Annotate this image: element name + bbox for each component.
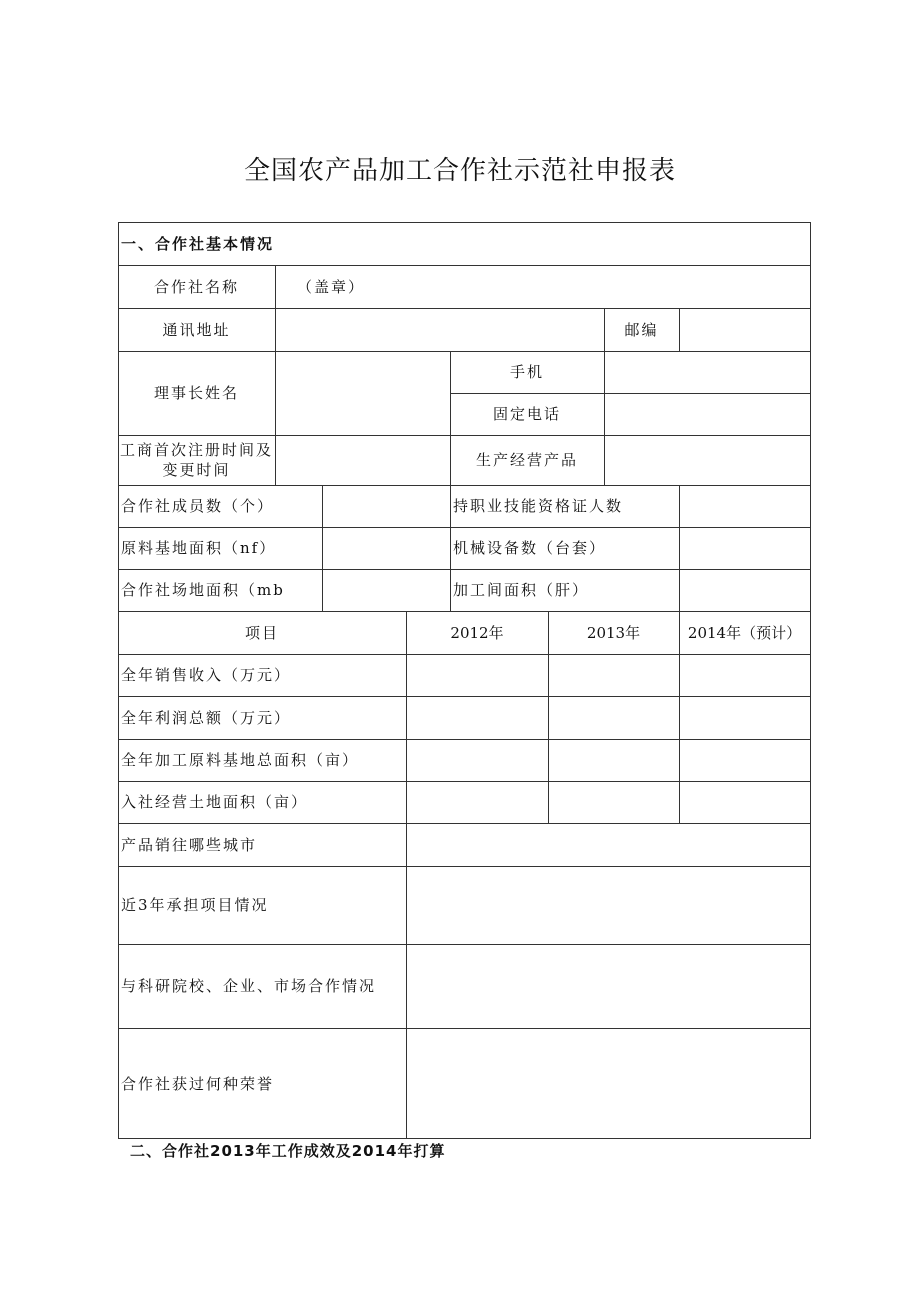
label-base-area: 原料基地面积（nf） — [121, 539, 277, 557]
page-title: 全国农产品加工合作社示范社申报表 — [243, 156, 676, 186]
section-1-heading: 一、合作社基本情况 — [121, 235, 275, 253]
workshop-area-field[interactable] — [679, 569, 810, 611]
label-address: 通讯地址 — [162, 320, 231, 339]
postcode-field[interactable] — [679, 308, 810, 351]
label-sales-cities: 产品销往哪些城市 — [121, 835, 258, 854]
label-chairman-name: 理事长姓名 — [153, 384, 239, 402]
recent-projects-field[interactable] — [406, 866, 810, 944]
section-2-heading: 二、合作社2013年工作成效及2014年打算 — [130, 1142, 446, 1160]
label-cooperation: 与科研院校、企业、市场合作情况 — [121, 977, 377, 995]
label-landline: 固定电话 — [492, 405, 561, 423]
address-field[interactable] — [275, 308, 604, 351]
header-2014-forecast: 2014年（预计） — [687, 623, 802, 642]
registration-line-1: 工商首次注册时间及 — [119, 441, 273, 459]
land-2014-field[interactable] — [679, 781, 810, 823]
land-2013-field[interactable] — [548, 781, 679, 823]
label-honors: 合作社获过何种荣誉 — [121, 1074, 275, 1093]
label-mobile: 手机 — [509, 363, 544, 381]
mobile-field[interactable] — [604, 351, 810, 393]
header-item: 项目 — [244, 623, 279, 642]
honors-field[interactable] — [406, 1028, 810, 1139]
registration-line-2: 变更时间 — [162, 461, 231, 479]
landline-field[interactable] — [604, 393, 810, 435]
cooperation-field[interactable] — [406, 944, 810, 1028]
row-label-processing-base: 全年加工原料基地总面积（亩） — [121, 751, 360, 769]
row-label-land-area: 入社经营土地面积（亩） — [121, 793, 309, 811]
label-products: 生产经营产品 — [475, 451, 578, 469]
label-postcode: 邮编 — [624, 320, 659, 339]
profit-2012-field[interactable] — [406, 696, 548, 739]
base-2013-field[interactable] — [548, 739, 679, 781]
chairman-name-field[interactable] — [275, 351, 450, 435]
sales-cities-field[interactable] — [406, 823, 810, 866]
header-2012: 2012年 — [450, 623, 504, 642]
row-label-profit: 全年利润总额（万元） — [121, 708, 292, 727]
certified-count-field[interactable] — [679, 485, 810, 527]
profit-2013-field[interactable] — [548, 696, 679, 739]
site-area-field[interactable] — [322, 569, 450, 611]
base-2012-field[interactable] — [406, 739, 548, 781]
label-cooperative-name: 合作社名称 — [153, 277, 239, 296]
label-member-count: 合作社成员数（个） — [121, 497, 275, 515]
base-area-field[interactable] — [322, 527, 450, 569]
land-2012-field[interactable] — [406, 781, 548, 823]
label-site-area: 合作社场地面积（mb — [121, 581, 285, 599]
member-count-field[interactable] — [322, 485, 450, 527]
label-certified-count: 持职业技能资格证人数 — [453, 497, 624, 515]
cooperative-name-field[interactable] — [275, 265, 810, 308]
label-workshop-area: 加工间面积（肝） — [453, 581, 590, 599]
header-2013: 2013年 — [586, 623, 641, 642]
products-field[interactable] — [604, 435, 810, 485]
row-label-sales: 全年销售收入（万元） — [121, 666, 292, 684]
sales-2012-field[interactable] — [406, 654, 548, 696]
machinery-count-field[interactable] — [679, 527, 810, 569]
sales-2013-field[interactable] — [548, 654, 679, 696]
sales-2014-field[interactable] — [679, 654, 810, 696]
label-recent-projects: 近3年承担项目情况 — [121, 896, 269, 914]
base-2014-field[interactable] — [679, 739, 810, 781]
label-machinery-count: 机械设备数（台套） — [453, 539, 607, 557]
label-registration-time — [118, 435, 275, 485]
profit-2014-field[interactable] — [679, 696, 810, 739]
registration-time-field[interactable] — [275, 435, 450, 485]
seal-note: （盖章） — [297, 277, 366, 296]
